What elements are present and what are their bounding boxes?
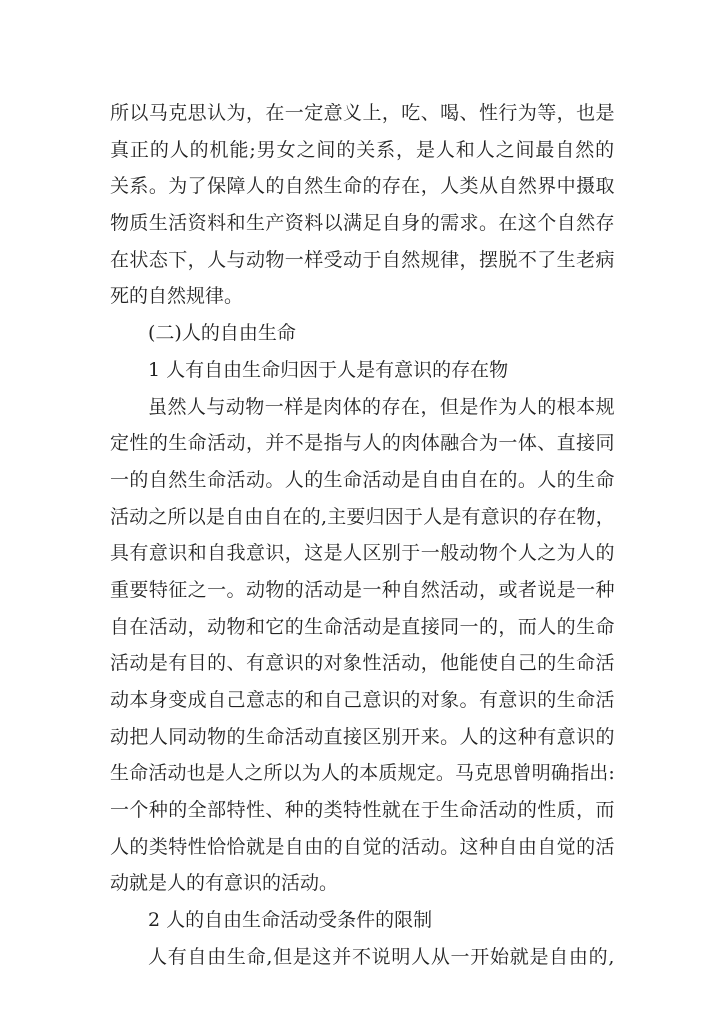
text-line-content: 自在活动，动物和它的生命活动是直接同一的，而人的生命 xyxy=(110,615,615,638)
text-line-content: 一的自然生命活动。人的生命活动是自由自在的。人的生命 xyxy=(110,468,615,491)
text-line-content: 动就是人的有意识的活动。 xyxy=(110,872,339,895)
text-line xyxy=(110,462,615,499)
section-heading xyxy=(110,902,615,939)
text-line-content: 人有自由生命,但是这并不说明人从一开始就是自由的, xyxy=(148,945,616,968)
text-line-content: 物质生活资料和生产资料以满足自身的需求。在这个自然存 xyxy=(110,212,615,235)
text-line-content: 动本身变成自己意志的和自己意识的对象。有意识的生命活 xyxy=(110,689,615,711)
text-line-content: 人的类特性恰恰就是自由的自觉的活动。这种自由自觉的活 xyxy=(110,835,615,858)
text-line xyxy=(110,499,615,536)
text-line xyxy=(110,939,615,976)
text-line xyxy=(110,719,615,756)
text-line xyxy=(110,535,615,572)
text-line xyxy=(110,205,615,242)
text-line-content: 死的自然规律。 xyxy=(110,285,244,308)
text-line-content: 真正的人的机能;男女之间的关系，是人和人之间最自然的 xyxy=(110,138,616,161)
text-line xyxy=(110,278,615,315)
text-line-content: 虽然人与动物一样是肉体的存在，但是作为人的根本规 xyxy=(148,395,616,418)
text-line xyxy=(110,95,615,132)
text-line xyxy=(110,755,615,792)
text-line-content: 定性的生命活动，并不是指与人的肉体融合为一体、直接同 xyxy=(110,432,615,455)
text-line-content: 1 人有自由生命归因于人是有意识的存在物 xyxy=(148,358,509,381)
text-line xyxy=(110,829,615,866)
text-line-content: 活动之所以是自由自在的,主要归因于人是有意识的存在物， xyxy=(110,505,615,528)
text-line xyxy=(110,242,615,279)
text-line-content: 在状态下，人与动物一样受动于自然规律，摆脱不了生老病 xyxy=(110,248,615,271)
section-heading xyxy=(110,352,615,389)
text-line-content: 具有意识和自我意识，这是人区别于一般动物个人之为人的 xyxy=(110,542,615,565)
document-page xyxy=(110,95,615,976)
text-line-content: (二)人的自由生命 xyxy=(148,322,296,345)
text-line-content: 2 人的自由生命活动受条件的限制 xyxy=(148,909,433,932)
text-line-content: 活动是有目的、有意识的对象性活动，他能使自己的生命活 xyxy=(110,652,615,675)
text-line xyxy=(110,572,615,609)
text-line-content: 动把人同动物的生命活动直接区别开来。人的这种有意识的 xyxy=(110,725,615,748)
text-line xyxy=(110,682,615,719)
text-line xyxy=(110,132,615,169)
text-line xyxy=(110,792,615,829)
text-line-content: 重要特征之一。动物的活动是一种自然活动，或者说是一种 xyxy=(110,578,615,601)
text-line xyxy=(110,645,615,682)
text-line xyxy=(110,389,615,426)
section-heading xyxy=(110,315,615,352)
text-line xyxy=(110,609,615,646)
text-line-content: 生命活动也是人之所以为人的本质规定。马克思曾明确指出: xyxy=(110,762,615,785)
text-line xyxy=(110,425,615,462)
text-line-content: 关系。为了保障人的自然生命的存在，人类从自然界中摄取 xyxy=(110,175,615,198)
text-line-content: 所以马克思认为，在一定意义上，吃、喝、性行为等，也是 xyxy=(110,102,615,124)
text-line xyxy=(110,168,615,205)
text-line-content: 一个种的全部特性、种的类特性就在于生命活动的性质，而 xyxy=(110,799,615,822)
text-line xyxy=(110,865,615,902)
